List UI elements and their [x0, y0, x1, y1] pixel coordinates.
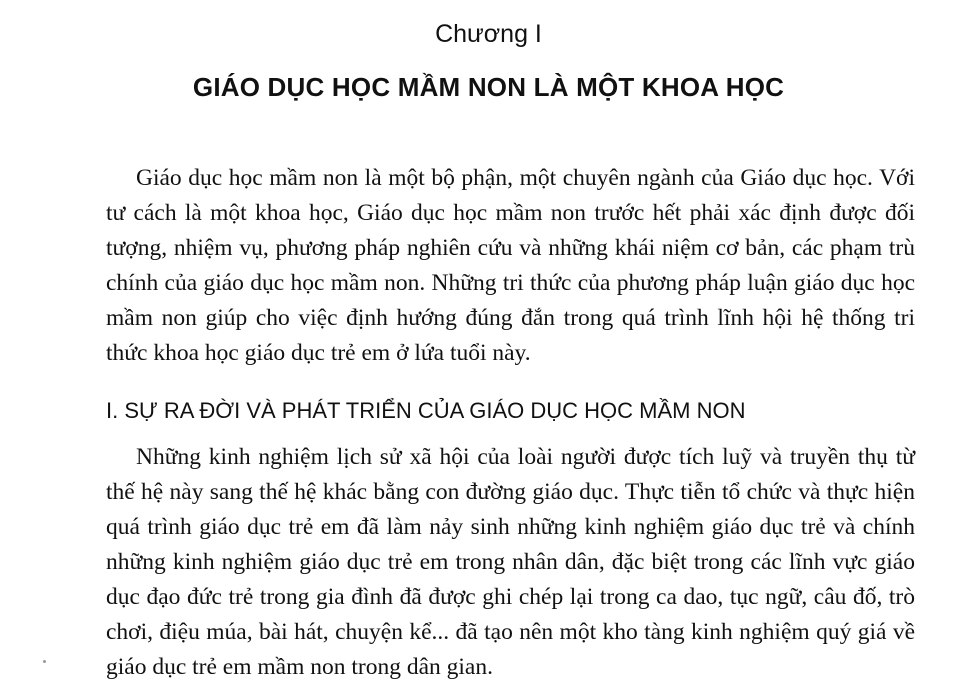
margin-speck [43, 660, 46, 663]
section-heading: I. SỰ RA ĐỜI VÀ PHÁT TRIỂN CỦA GIÁO DỤC HỌC MẦM NON [106, 398, 746, 423]
section-paragraph: Những kinh nghiệm lịch sử xã hội của loài người được tích luỹ và truyền thụ từ thế hệ này sang thế hệ khác bằng con đường giáo dục. Thực tiễn tổ chức và thực hiện quá trình giáo dục trẻ em đã làm nảy sinh những kinh nghiệm giáo dục trẻ và chính những kinh nghiệm giáo dục trẻ em trong nhân dân, đặc biệt trong các lĩnh vực giáo dục đạo đức trẻ trong gia đình đã được ghi chép lại trong ca dao, tục ngữ, câu đố, trò chơi, điệu múa, bài hát, chuyện kể... đã tạo nên một kho tàng kinh nghiệm quý giá về giáo dục trẻ em mầm non trong dân gian. [106, 444, 915, 680]
chapter-title: GIÁO DỤC HỌC MẦM NON LÀ MỘT KHOA HỌC [192, 72, 785, 102]
intro-paragraph: Giáo dục học mầm non là một bộ phận, một chuyên ngành của Giáo dục học. Với tư cách là một khoa học, Giáo dục học mầm non trước hết phải xác định được đối tượng, nhiệm vụ, phương pháp nghiên cứu và những khái niệm cơ bản, các phạm trù chính của giáo dục học mầm non. Những tri thức của phương pháp luận giáo dục học mầm non giúp cho việc định hướng đúng đắn trong quá trình lĩnh hội hệ thống tri thức khoa học giáo dục trẻ em ở lứa tuổi này. [106, 165, 915, 366]
chapter-label: Chương I [435, 20, 542, 48]
